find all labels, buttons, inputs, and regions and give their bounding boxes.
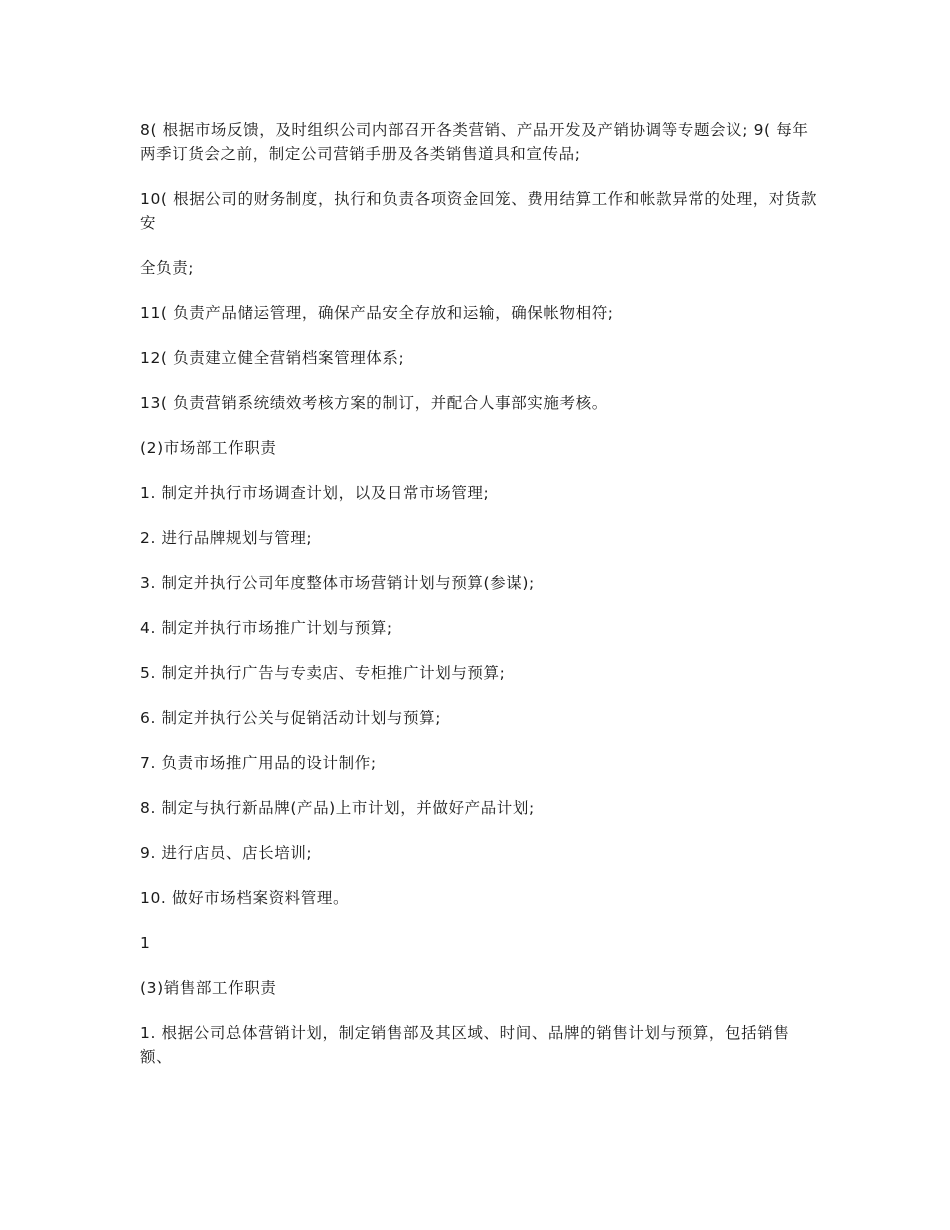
paragraph-item-10-continued: 全负责; — [140, 259, 195, 277]
paragraph-item-11: 11( 负责产品储运管理，确保产品安全存放和运输，确保帐物相符; — [140, 304, 614, 322]
marketing-duty-7: 7. 负责市场推广用品的设计制作; — [140, 754, 377, 772]
marketing-duty-1: 1. 制定并执行市场调查计划，以及日常市场管理; — [140, 484, 490, 502]
paragraph-item-10: 10( 根据公司的财务制度，执行和负责各项资金回笼、费用结算工作和帐款异常的处理，对货款安 — [140, 190, 818, 232]
marketing-duty-10: 10. 做好市场档案资料管理。 — [140, 889, 350, 907]
paragraph-item-8-9: 8( 根据市场反馈，及时组织公司内部召开各类营销、产品开发及产销协调等专题会议; 9( 每年两季订货会之前，制定公司营销手册及各类销售道具和宣传品; — [140, 121, 809, 163]
document-body — [140, 118, 820, 1090]
marketing-duty-9: 9. 进行店员、店长培训; — [140, 844, 313, 862]
paragraph-item-12: 12( 负责建立健全营销档案管理体系; — [140, 349, 405, 367]
marketing-duty-6: 6. 制定并执行公关与促销活动计划与预算; — [140, 709, 442, 727]
page-number: 1 — [140, 934, 151, 952]
marketing-duty-2: 2. 进行品牌规划与管理; — [140, 529, 313, 547]
marketing-duty-8: 8. 制定与执行新品牌(产品)上市计划，并做好产品计划; — [140, 799, 535, 817]
marketing-duty-4: 4. 制定并执行市场推广计划与预算; — [140, 619, 393, 637]
marketing-duty-3: 3. 制定并执行公司年度整体市场营销计划与预算(参谋); — [140, 574, 535, 592]
sales-duty-1: 1. 根据公司总体营销计划，制定销售部及其区域、时间、品牌的销售计划与预算，包括销售额、 — [140, 1024, 790, 1066]
paragraph-item-13: 13( 负责营销系统绩效考核方案的制订，并配合人事部实施考核。 — [140, 394, 608, 412]
section-heading-sales: (3)销售部工作职责 — [140, 979, 277, 997]
marketing-duty-5: 5. 制定并执行广告与专卖店、专柜推广计划与预算; — [140, 664, 506, 682]
section-heading-marketing: (2)市场部工作职责 — [140, 439, 277, 457]
